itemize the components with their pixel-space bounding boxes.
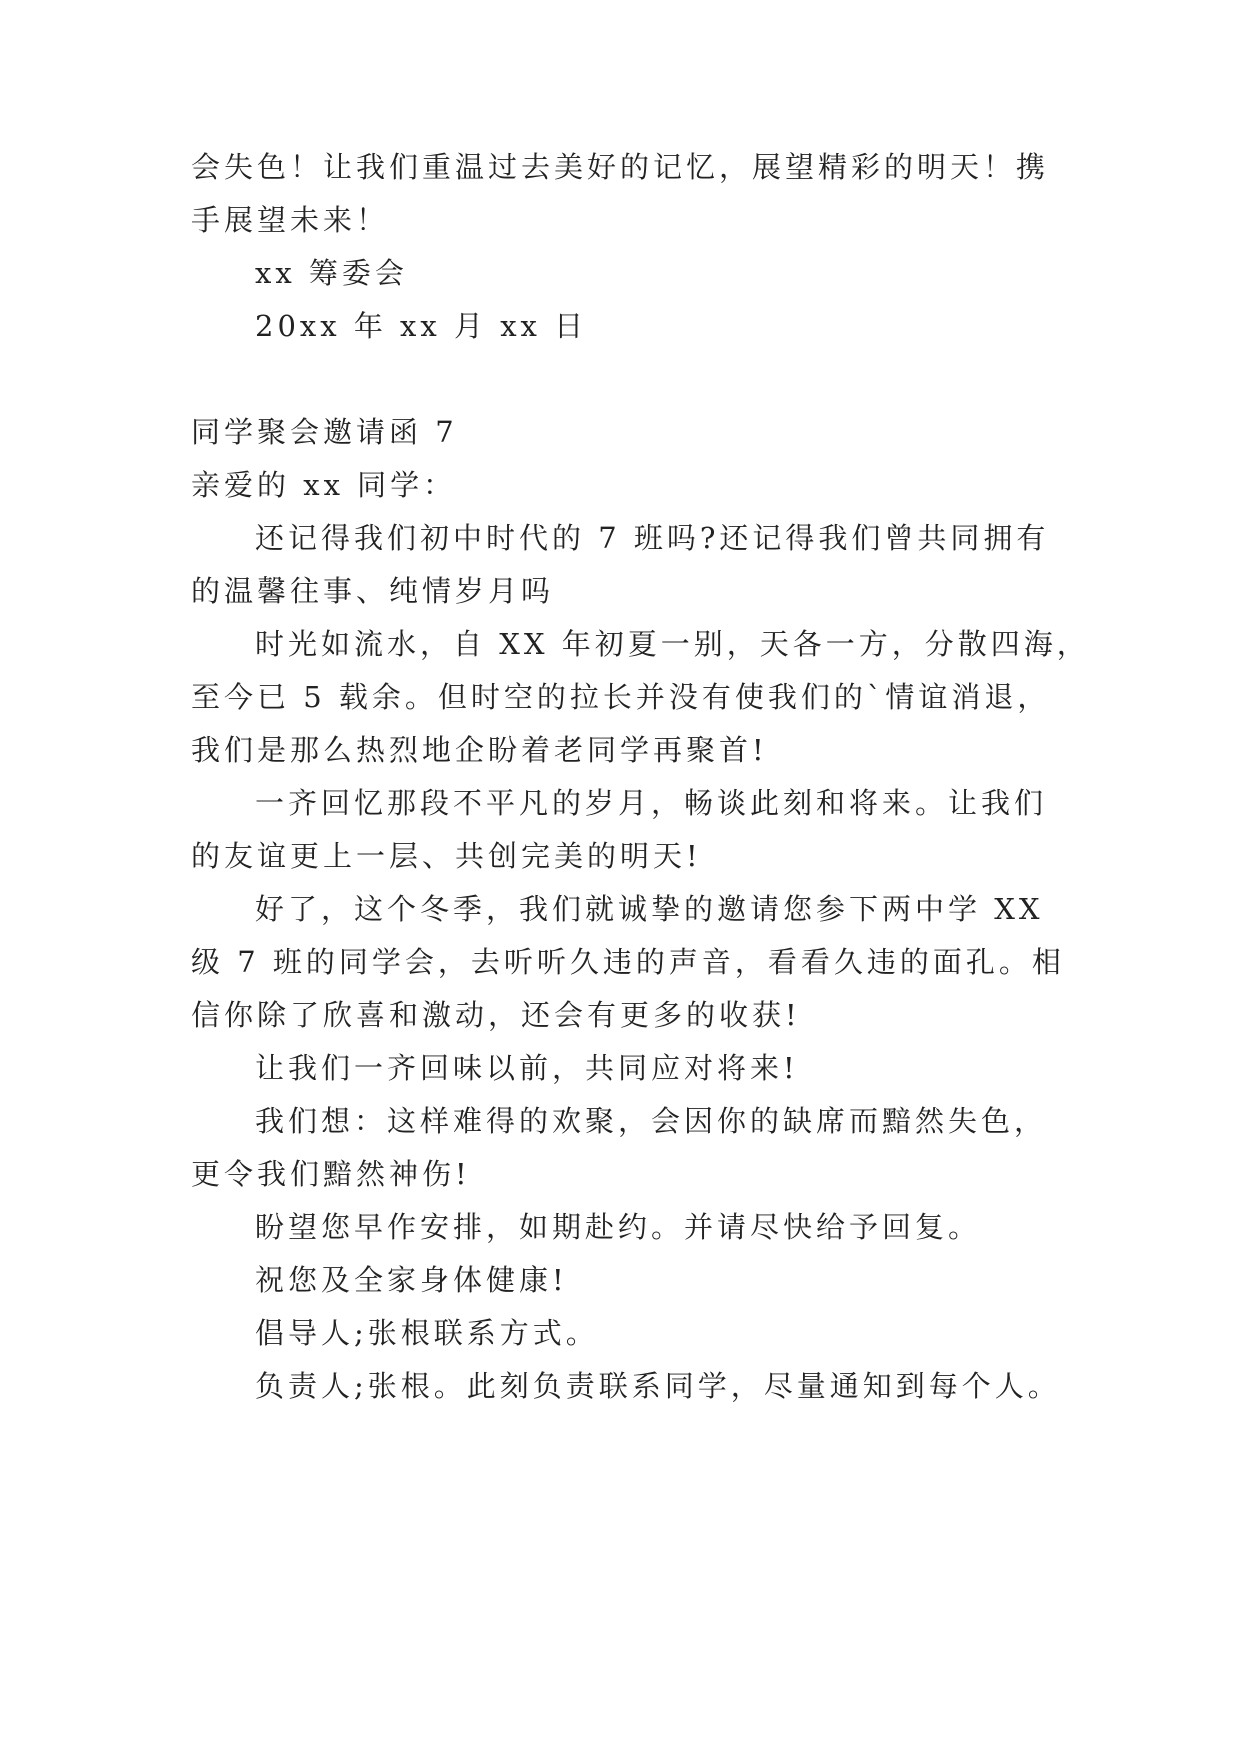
paragraph-2-line-1: 时光如流水，自 XX 年初夏一别，天各一方，分散四海， [255, 627, 1090, 661]
salutation: 亲爱的 xx 同学： [191, 468, 457, 502]
paragraph-8-line-1: 祝您及全家身体健康! [255, 1263, 568, 1297]
paragraph-2-line-3: 我们是那么热烈地企盼着老同学再聚首! [191, 733, 768, 767]
signature-organizer: xx 筹委会 [255, 256, 408, 290]
continued-text-line-2: 手展望未来！ [191, 203, 390, 237]
continued-text-line-1: 会失色！让我们重温过去美好的记忆，展望精彩的明天！携 [191, 150, 1050, 184]
paragraph-9-line-1: 倡导人;张根联系方式。 [255, 1316, 599, 1350]
section-title: 同学聚会邀请函 7 [191, 415, 458, 449]
paragraph-5-line-1: 让我们一齐回味以前，共同应对将来! [255, 1051, 799, 1085]
paragraph-2-line-2: 至今已 5 载余。但时空的拉长并没有使我们的`情谊消退， [191, 680, 1051, 714]
paragraph-4-line-3: 信你除了欣喜和激动，还会有更多的收获! [191, 998, 801, 1032]
paragraph-7-line-1: 盼望您早作安排，如期赴约。并请尽快给予回复。 [255, 1210, 982, 1244]
paragraph-6-line-1: 我们想：这样难得的欢聚，会因你的缺席而黯然失色， [255, 1104, 1048, 1138]
paragraph-6-line-2: 更令我们黯然神伤! [191, 1157, 471, 1191]
paragraph-4-line-2: 级 7 班的同学会，去听听久违的声音，看看久违的面孔。相 [191, 945, 1065, 979]
paragraph-3-line-2: 的友谊更上一层、共创完美的明天! [191, 839, 702, 873]
paragraph-1-line-2: 的温馨往事、纯情岁月吗 [191, 574, 555, 608]
signature-date: 20xx 年 xx 月 xx 日 [255, 309, 588, 343]
paragraph-4-line-1: 好了，这个冬季，我们就诚挚的邀请您参下两中学 XX [255, 892, 1044, 926]
paragraph-10-line-1: 负责人;张根。此刻负责联系同学，尽量通知到每个人。 [255, 1369, 1061, 1403]
paragraph-3-line-1: 一齐回忆那段不平凡的岁月，畅谈此刻和将来。让我们 [255, 786, 1048, 820]
paragraph-1-line-1: 还记得我们初中时代的 7 班吗?还记得我们曾共同拥有 [255, 521, 1050, 555]
